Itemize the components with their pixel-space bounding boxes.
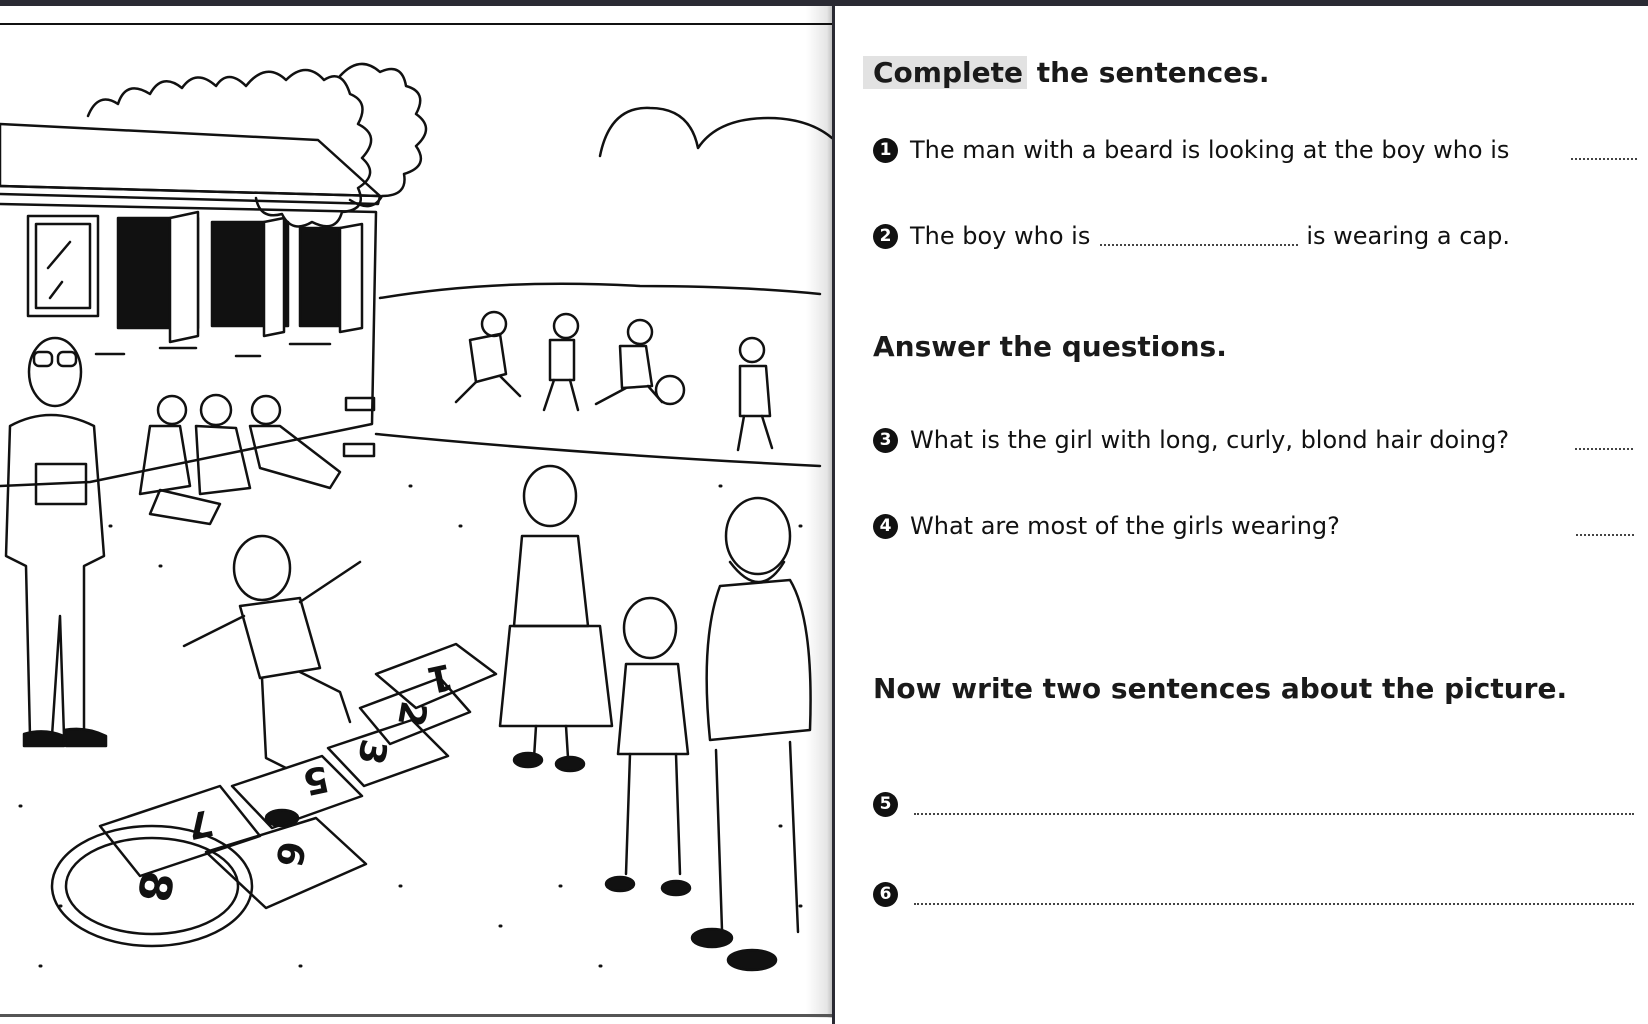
answer-blank-2[interactable] [1100,226,1298,246]
question-1 [873,136,1637,164]
hopping-boy [184,536,360,826]
heading-complete-highlight: Complete [863,56,1027,89]
heading-answer: Answer the questions. [873,330,1227,363]
illustration-page [0,6,832,1018]
number-badge: 6 [873,882,898,907]
cloud [600,108,832,156]
question-2-text-before: The boy who is [910,222,1091,250]
hopscotch-number-5: 5 [299,756,333,803]
answer-line-4[interactable] [1576,516,1634,536]
exercise-page [835,6,1648,1024]
heading-complete [873,56,1270,89]
sitting-girls [140,395,340,524]
hopscotch-number-1: 1 [423,654,457,701]
number-badge: 5 [873,792,898,817]
answer-line-5[interactable] [914,795,1634,815]
question-4 [873,512,1634,540]
answer-line-1[interactable] [1571,140,1637,160]
question-5 [873,792,1634,817]
question-6 [873,882,1634,907]
page-bottom-edge [0,1014,832,1017]
window-1 [28,216,98,316]
hopscotch-number-7: 7 [183,800,217,847]
answer-line-3[interactable] [1575,430,1633,450]
question-3 [873,426,1633,454]
number-badge: 2 [873,224,898,249]
answer-line-6[interactable] [914,885,1634,905]
question-2 [873,222,1510,250]
number-badge: 1 [873,138,898,163]
hopscotch-grid [52,644,496,946]
question-2-text-after: is wearing a cap. [1306,222,1510,250]
hopscotch-number-8: 8 [126,866,183,906]
bearded-man [692,498,811,970]
number-badge: 3 [873,428,898,453]
heading-complete-rest: the sentences. [1026,56,1270,89]
number-badge: 4 [873,514,898,539]
small-boy [606,598,690,895]
question-1-text: The man with a beard is looking at the boy who is [910,136,1510,164]
question-4-text: What are most of the girls wearing? [910,512,1340,540]
teacher-figure [6,338,106,746]
hopscotch-number-3: 3 [349,736,394,768]
playground-illustration [0,6,832,1018]
hopscotch-number-2: 2 [389,698,434,730]
school-roof [0,124,380,196]
question-3-text: What is the girl with long, curly, blond hair doing? [910,426,1510,454]
field-edge [380,284,820,298]
heading-write: Now write two sentences about the picture. [873,672,1568,705]
standing-girl [500,466,612,771]
running-kids [456,312,772,450]
hopscotch-number-6: 6 [267,838,312,870]
tree-foliage-2 [340,64,426,206]
